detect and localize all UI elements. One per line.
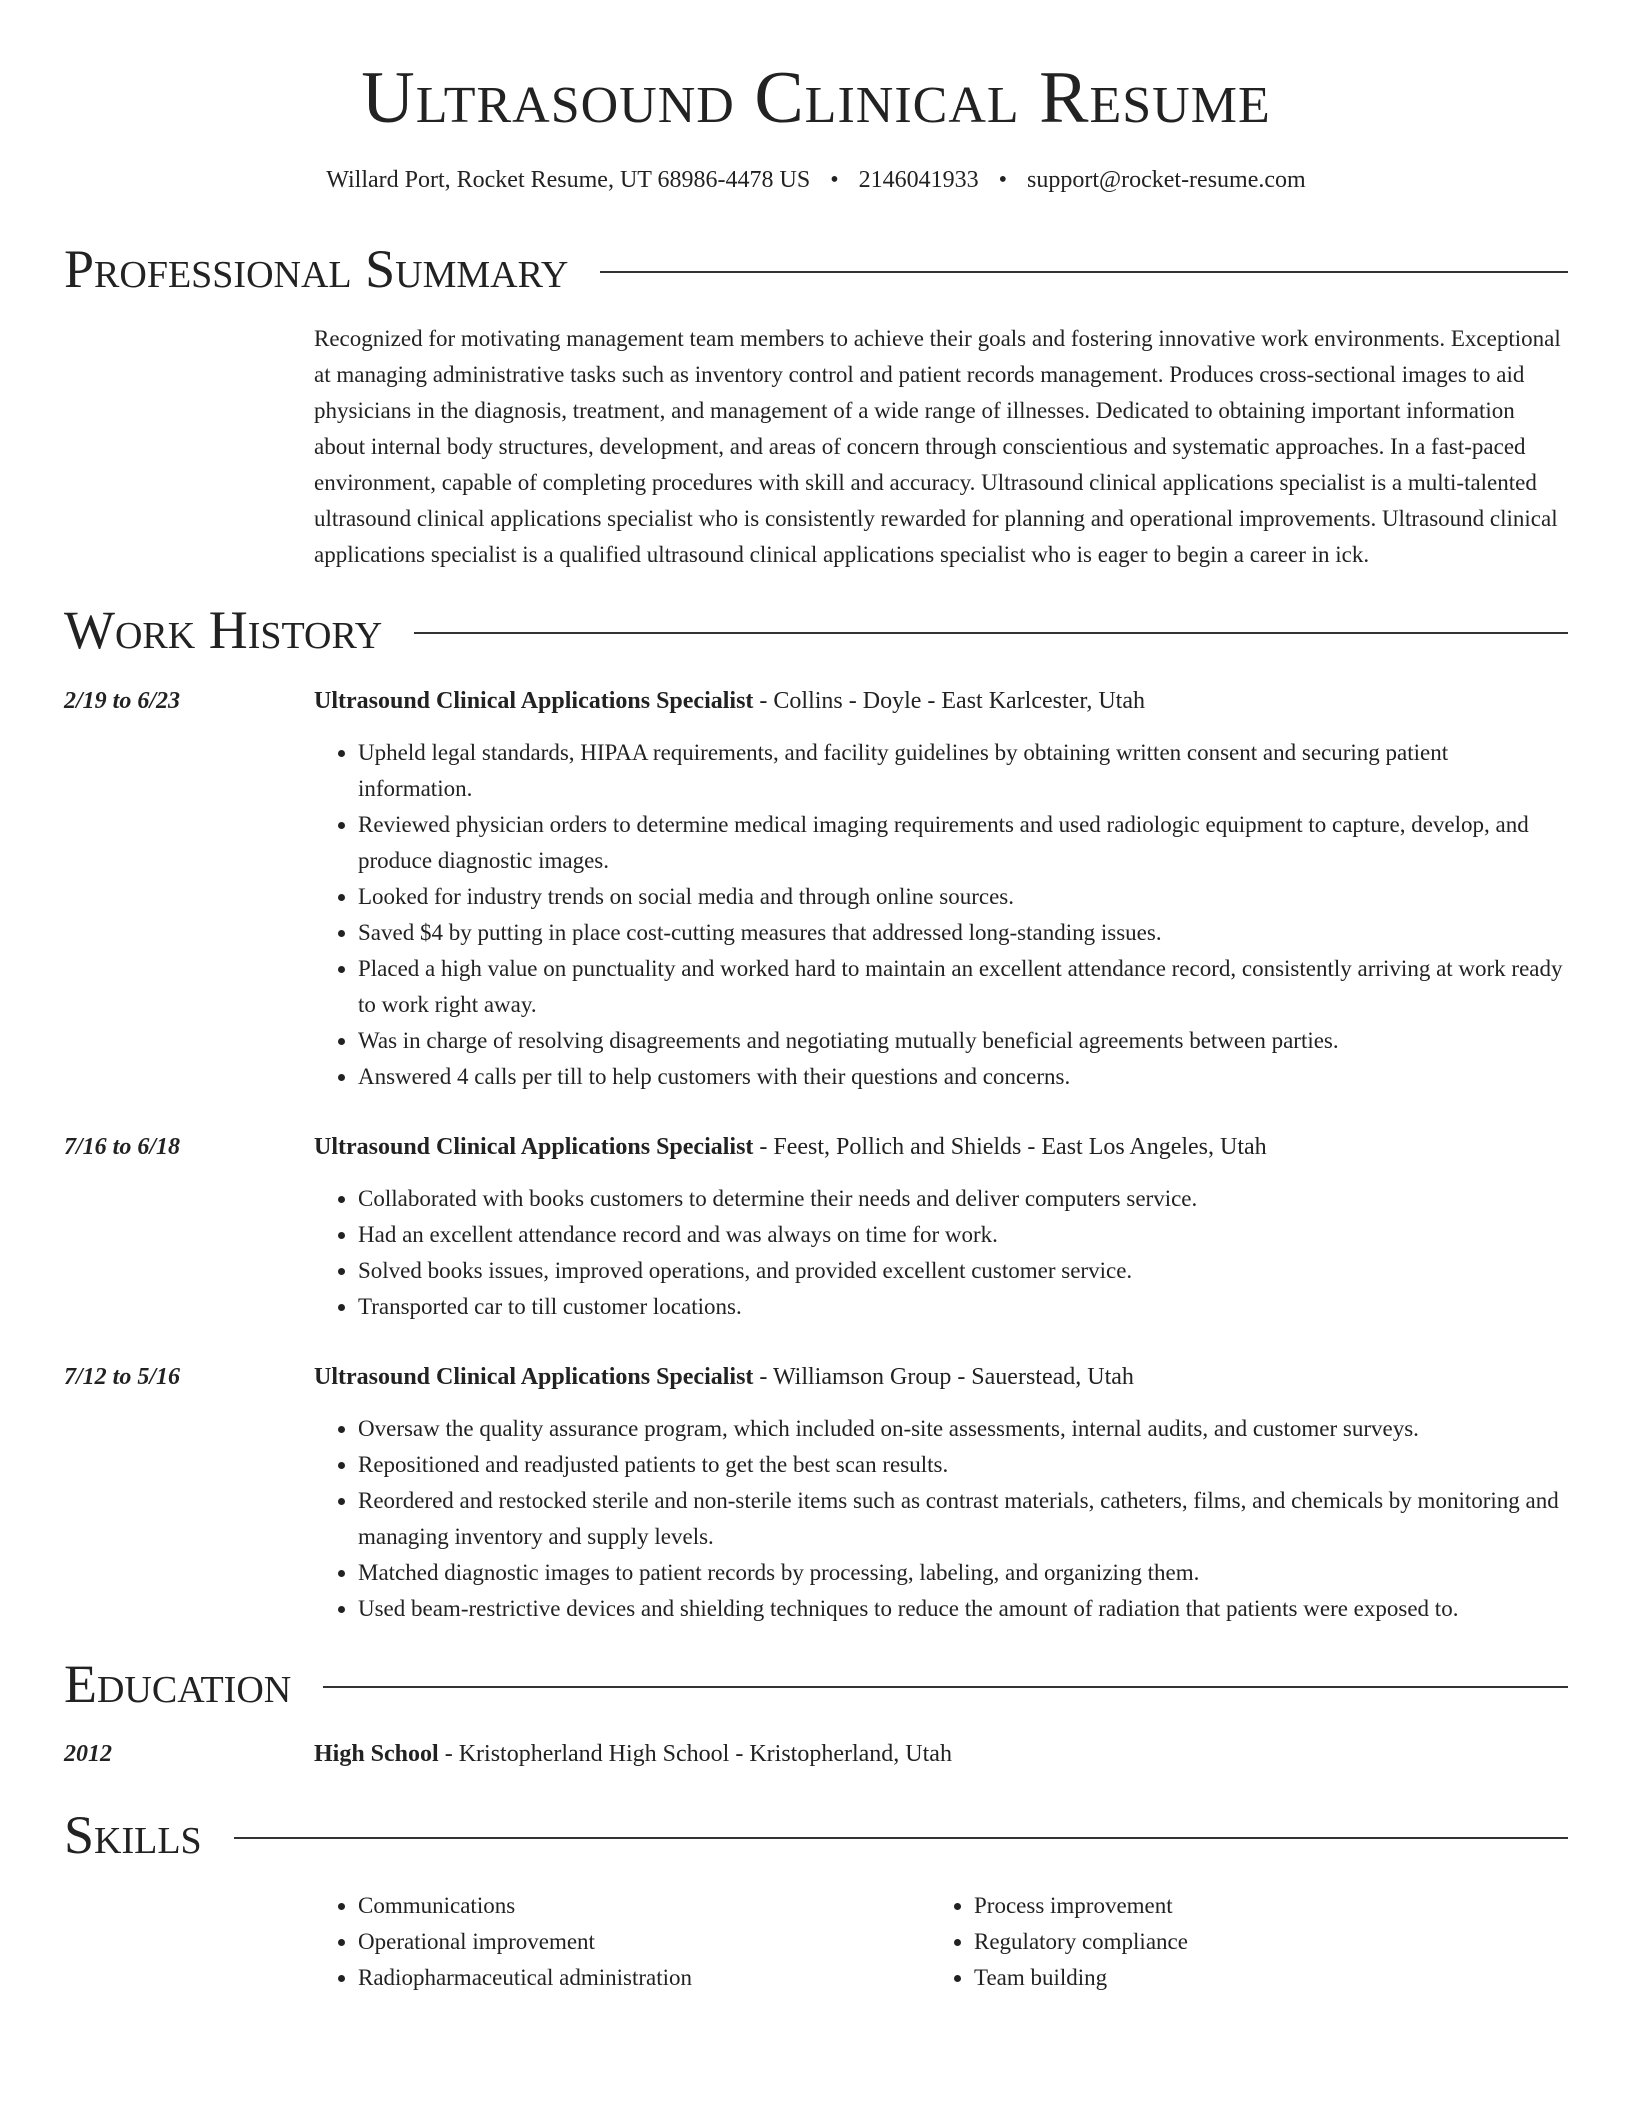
- section-divider: [323, 1686, 1568, 1688]
- job-bullet: • Repositioned and readjusted patients to get the best scan results.: [358, 1447, 1568, 1483]
- contact-phone: 2146041933: [858, 167, 979, 194]
- job-heading: [314, 1359, 1568, 1395]
- skill-item: • Regulatory compliance: [974, 1924, 1546, 1960]
- skill-item: • Operational improvement: [358, 1924, 930, 1960]
- job-title: Ultrasound Clinical Applications Specialist: [314, 1363, 754, 1390]
- job-bullet: • Was in charge of resolving disagreements and negotiating mutually beneficial agreements between parties.: [358, 1023, 1568, 1059]
- summary-text: Recognized for motivating management team members to achieve their goals and fostering innovative work environments. Exceptional at managing administrative tasks such as inventory control and patient records management. Produces cross-sectional images to aid physicians in the diagnosis, treatment, and management of a wide range of illnesses. Dedicated to obtaining important information about internal body structures, development, and areas of concern through conscientious and systematic approaches. In a fast-paced environment, capable of completing procedures with skill and accuracy. Ultrasound clinical applications specialist is a multi-talented ultrasound clinical applications specialist who is consistently rewarded for planning and operational improvements. Ultrasound clinical applications specialist is a qualified ultrasound clinical applications specialist who is eager to begin a career in ick.: [314, 326, 1561, 568]
- section-divider: [414, 632, 1568, 634]
- education-degree: High School: [314, 1741, 439, 1768]
- job-dates: 7/16 to 6/18: [64, 1133, 181, 1160]
- skills-header: [64, 1806, 1568, 1865]
- skill-item: • Process improvement: [974, 1888, 1546, 1924]
- job-dates: 2/19 to 6/23: [64, 687, 181, 714]
- job-title: Ultrasound Clinical Applications Specialist: [314, 1133, 754, 1160]
- job-employer: - Feest, Pollich and Shields - East Los Angeles, Utah: [753, 1133, 1267, 1160]
- education-heading: Education: [64, 1653, 292, 1714]
- job-bullet: • Upheld legal standards, HIPAA requirements, and facility guidelines by obtaining written consent and securing patient information.: [358, 735, 1568, 807]
- summary-section: [64, 240, 1568, 573]
- skill-item: • Radiopharmaceutical administration: [358, 1960, 930, 1996]
- skills-section: [64, 1806, 1568, 1995]
- education-school: - Kristopherland High School - Kristopherland, Utah: [438, 1741, 952, 1768]
- job-bullet: • Used beam-restrictive devices and shielding techniques to reduce the amount of radiation that patients were exposed to.: [358, 1591, 1568, 1627]
- job-employer: - Williamson Group - Sauerstead, Utah: [753, 1363, 1134, 1390]
- education-section: [64, 1655, 1568, 1772]
- skills-list-right: [930, 1888, 1546, 1996]
- education-entry: [64, 1736, 1568, 1772]
- job-entry: [64, 1359, 1568, 1627]
- skills-list-left: [314, 1888, 930, 1996]
- job-entry: [64, 683, 1568, 1095]
- summary-header: [64, 240, 1568, 299]
- job-employer: - Collins - Doyle - East Karlcester, Utah: [753, 687, 1145, 714]
- job-bullet: • Collaborated with books customers to determine their needs and deliver computers service.: [358, 1181, 1568, 1217]
- contact-address: Willard Port, Rocket Resume, UT 68986-4478 US: [326, 167, 811, 194]
- skill-item: • Communications: [358, 1888, 930, 1924]
- education-header: [64, 1655, 1568, 1714]
- contact-separator: •: [998, 167, 1007, 194]
- job-heading: [314, 683, 1568, 719]
- job-entry: [64, 1129, 1568, 1325]
- job-bullet: • Transported car to till customer locations.: [358, 1289, 1568, 1325]
- job-title: Ultrasound Clinical Applications Specialist: [314, 687, 754, 714]
- job-bullet-list: [314, 735, 1568, 1095]
- contact-line: [64, 167, 1568, 194]
- job-bullet: • Placed a high value on punctuality and worked hard to maintain an excellent attendance record, consistently arriving at work ready to work right away.: [358, 951, 1568, 1023]
- job-bullet: • Reviewed physician orders to determine medical imaging requirements and used radiologic equipment to capture, develop, and produce diagnostic images.: [358, 807, 1568, 879]
- job-bullet: • Looked for industry trends on social media and through online sources.: [358, 879, 1568, 915]
- skill-item: • Team building: [974, 1960, 1546, 1996]
- section-divider: [234, 1837, 1568, 1839]
- contact-separator: •: [830, 167, 839, 194]
- job-bullet-list: [314, 1411, 1568, 1627]
- job-bullet: • Saved $4 by putting in place cost-cutting measures that addressed long-standing issues.: [358, 915, 1568, 951]
- job-bullet-list: [314, 1181, 1568, 1325]
- work-history-header: [64, 601, 1568, 660]
- job-bullet: • Had an excellent attendance record and was always on time for work.: [358, 1217, 1568, 1253]
- job-bullet: • Oversaw the quality assurance program, which included on-site assessments, internal audits, and customer surveys.: [358, 1411, 1568, 1447]
- education-year: 2012: [64, 1741, 112, 1768]
- work-history-section: [64, 601, 1568, 1626]
- contact-email: support@rocket-resume.com: [1027, 167, 1306, 194]
- job-bullet: • Answered 4 calls per till to help customers with their questions and concerns.: [358, 1059, 1568, 1095]
- skills-heading: Skills: [64, 1805, 202, 1866]
- job-heading: [314, 1129, 1568, 1165]
- work-history-heading: Work History: [64, 600, 383, 661]
- section-divider: [600, 271, 1568, 273]
- job-bullet: • Reordered and restocked sterile and non-sterile items such as contrast materials, catheters, films, and chemicals by monitoring and managing inventory and supply levels.: [358, 1483, 1568, 1555]
- summary-heading: Professional Summary: [64, 239, 569, 300]
- page-title: Ultrasound Clinical Resume: [361, 57, 1271, 139]
- job-bullet: • Solved books issues, improved operations, and provided excellent customer service.: [358, 1253, 1568, 1289]
- job-bullet: • Matched diagnostic images to patient records by processing, labeling, and organizing them.: [358, 1555, 1568, 1591]
- skills-grid: [314, 1888, 1568, 1996]
- job-dates: 7/12 to 5/16: [64, 1363, 181, 1390]
